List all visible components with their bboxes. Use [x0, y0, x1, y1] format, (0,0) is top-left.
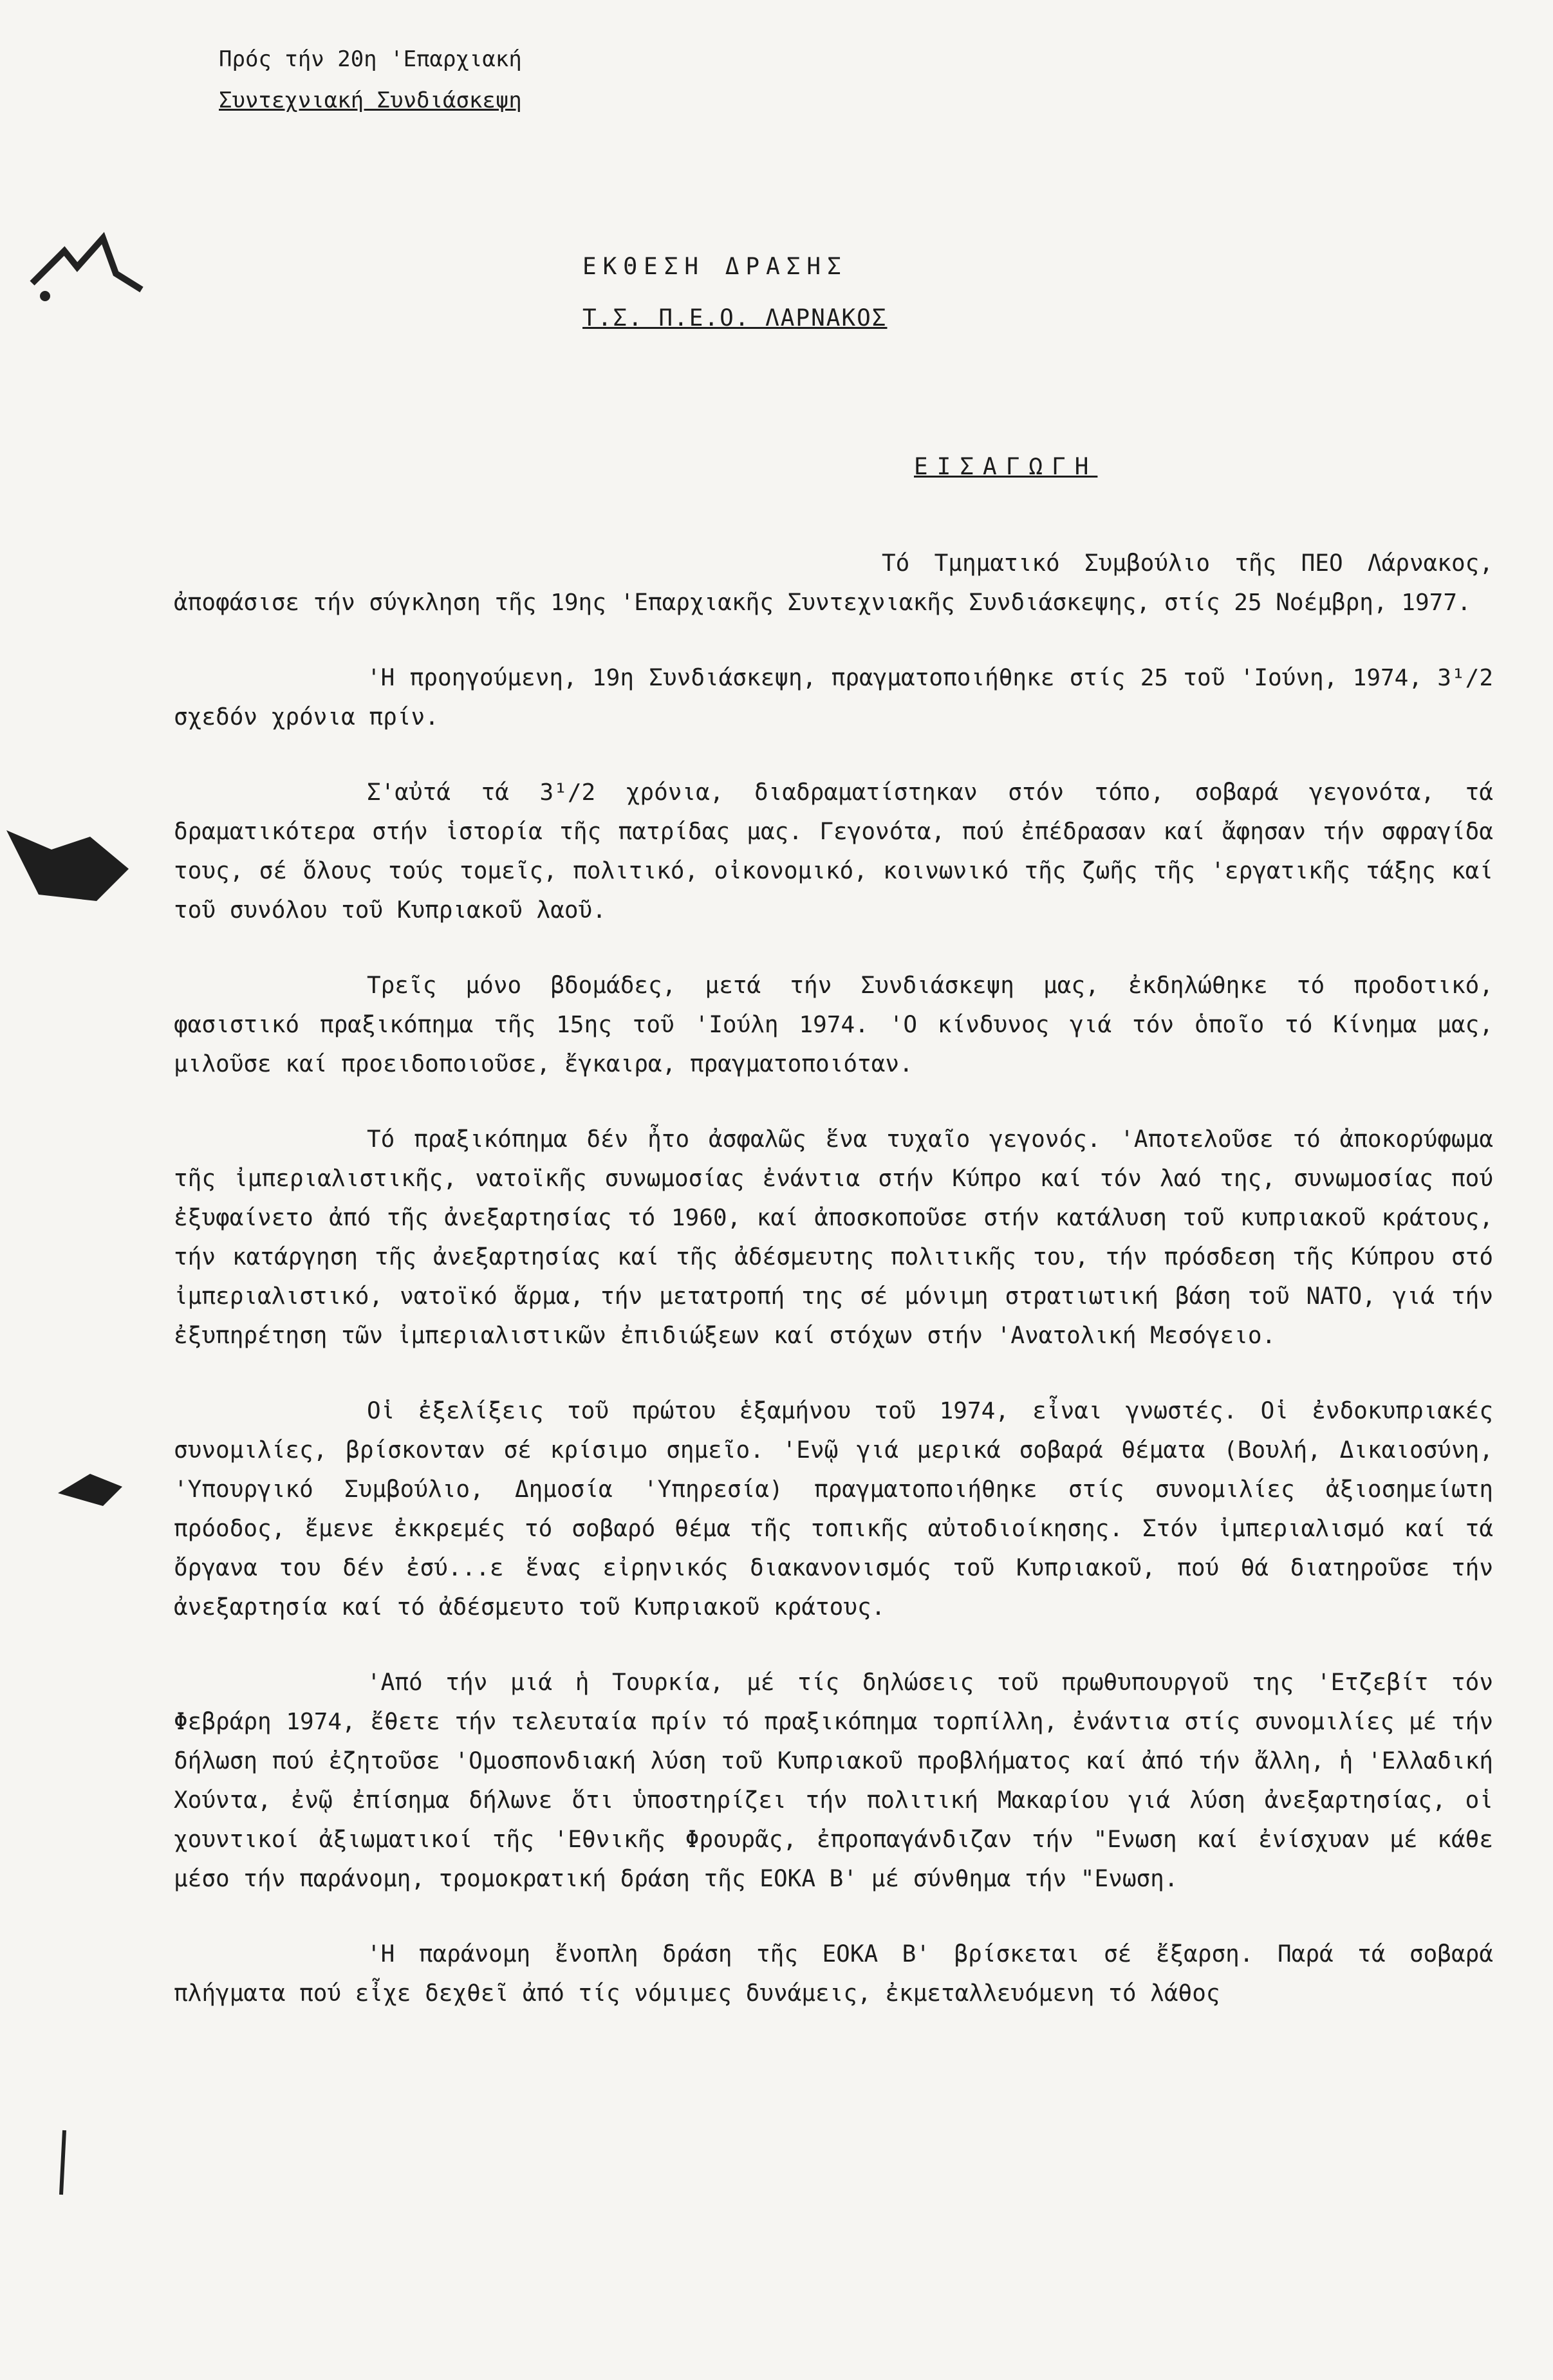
- paragraph: Οἱ ἐξελίξεις τοῦ πρώτου ἑξαμήνου τοῦ 1974, εἶναι γνωστές. Οἱ ἐνδοκυπριακές συνομιλίες, βρίσκονταν σέ κρίσιμο σημεῖο. 'Ενῷ γιά μερικά σοβαρά θέματα (Βουλή, Δικαιοσύνη, 'Υπουργικό Συμβούλιο, Δημοσία 'Υπηρεσία) πραγματοποιήθηκε στίς συνομιλίες ἀξιοσημείωτη πρόοδος, ἔμενε ἐκκρεμές τό σοβαρό θέμα τῆς τοπικῆς αὐτοδιοίκησης. Στόν ἰμπεριαλισμό καί τά ὄργανα του δέν ἐσύ...ε ἕνας εἰρηνικός διακανονισμός τοῦ Κυπριακοῦ, πού θά διατηροῦσε τήν ἀνεξαρτησία καί τό ἀδέσμευτο τοῦ Κυπριακοῦ κράτους.: [174, 1398, 1493, 1621]
- addressee-line-1: Πρός τήν 20η 'Επαρχιακή: [219, 46, 522, 72]
- addressee: [219, 39, 522, 121]
- paragraph: Τό πραξικόπημα δέν ἦτο ἀσφαλῶς ἕνα τυχαῖο γεγονός. 'Αποτελοῦσε τό ἀποκορύφωμα τῆς ἰμπεριαλιστικῆς, νατοϊκῆς συνωμοσίας ἐνάντια στήν Κύπρο καί τόν λαό της, συνωμοσίας πού ἐξυφαίνετο ἀπό τῆς ἀνεξαρτησίας τό 1960, καί ἀποσκοποῦσε στήν κατάλυση τοῦ κυπριακοῦ κράτους, τήν κατάργηση τῆς ἀνεξαρτησίας καί τῆς ἀδέσμευτης πολιτικῆς του, τήν πρόσδεση τῆς Κύπρου στό ἰμπεριαλιστικό, νατοϊκό ἅρμα, τήν μετατροπή της σέ μόνιμη στρατιωτική βάση τοῦ ΝΑΤΟ, γιά τήν ἐξυπηρέτηση τῶν ἰμπεριαλιστικῶν ἐπιδιώξεων καί στόχων στήν 'Ανατολική Μεσόγειο.: [174, 1126, 1493, 1349]
- paragraph: 'Η παράνομη ἔνοπλη δράση τῆς ΕΟΚΑ Β' βρίσκεται σέ ἔξαρση. Παρά τά σοβαρά πλήγματα πού εἶχε δεχθεῖ ἀπό τίς νόμιμες δυνάμεις, ἐκμεταλλευόμενη τό λάθος: [174, 1941, 1493, 2007]
- report-title-line-2: Τ.Σ. Π.Ε.Ο. ΛΑΡΝΑΚΟΣ: [582, 305, 888, 331]
- scan-mark-top-left: [6, 212, 174, 315]
- paragraph: Τό Τμηματικό Συμβούλιο τῆς ΠΕΟ Λάρνακος, ἀποφάσισε τήν σύγκληση τῆς 19ης 'Επαρχιακῆς Συντεχνιακῆς Συνδιάσκεψης, στίς 25 Νοέμβρη, 1977.: [174, 550, 1493, 616]
- paragraph: Τρεῖς μόνο βδομάδες, μετά τήν Συνδιάσκεψη μας, ἐκδηλώθηκε τό προδοτικό, φασιστικό πραξικόπημα τῆς 15ης τοῦ 'Ιούλη 1974. 'Ο κίνδυνος γιά τόν ὁποῖο τό Κίνημα μας, μιλοῦσε καί προειδοποιοῦσε, ἔγκαιρα, πραγματοποιόταν.: [174, 972, 1493, 1077]
- addressee-line-2: Συντεχνιακή Συνδιάσκεψη: [219, 88, 522, 113]
- paragraph: Σ'αὐτά τά 3¹/2 χρόνια, διαδραματίστηκαν στόν τόπο, σοβαρά γεγονότα, τά δραματικότερα στήν ἱστορία τῆς πατρίδας μας. Γεγονότα, πού ἐπέδρασαν καί ἄφησαν τήν σφραγίδα τους, σέ ὅλους τούς τομεῖς, πολιτικό, οἰκονομικό, κοινωνικό τῆς ζωῆς τῆς 'εργατικῆς τάξης καί τοῦ συνόλου τοῦ Κυπριακοῦ λαοῦ.: [174, 779, 1493, 924]
- report-title: [582, 241, 887, 344]
- report-body: [174, 544, 1493, 2039]
- scan-mark-left-bottom: [51, 2124, 77, 2201]
- paragraph: 'Η προηγούμενη, 19η Συνδιάσκεψη, πραγματοποιήθηκε στίς 25 τοῦ 'Ιούνη, 1974, 3¹/2 σχεδόν χρόνια πρίν.: [174, 665, 1493, 730]
- scan-mark-left-lower: [45, 1448, 135, 1519]
- section-heading: ΕΙΣΑΓΩΓΗ: [914, 454, 1098, 480]
- paragraph: 'Από τήν μιά ἡ Τουρκία, μέ τίς δηλώσεις τοῦ πρωθυπουργοῦ της 'Ετζεβίτ τόν Φεβράρη 1974, ἔθετε τήν τελευταία πρίν τό πραξικόπημα τορπίλλη, ἐνάντια στίς συνομιλίες μέ τήν δήλωση πού ἐζητοῦσε 'Ομοσπονδιακή λύση τοῦ Κυπριακοῦ προβλήματος καί ἀπό τήν ἄλλη, ἡ 'Ελλαδική Χούντα, ἐνῷ ἐπίσημα δήλωνε ὅτι ὑποστηρίζει τήν πολιτική Μακαρίου γιά λύση ἀνεξαρτησίας, οἱ χουντικοί ἀξιωματικοί τῆς 'Εθνικῆς Φρουρᾶς, ἐπροπαγάνδιζαν τήν "Ενωση καί ἐνίσχυαν μέ κάθε μέσο τήν παράνομη, τρομοκρατική δράση τῆς ΕΟΚΑ Β' μέ σύνθημα τήν "Ενωση.: [174, 1669, 1493, 1892]
- scan-mark-left-middle: [0, 792, 154, 933]
- report-title-line-1: ΕΚΘΕΣΗ ΔΡΑΣΗΣ: [582, 254, 848, 280]
